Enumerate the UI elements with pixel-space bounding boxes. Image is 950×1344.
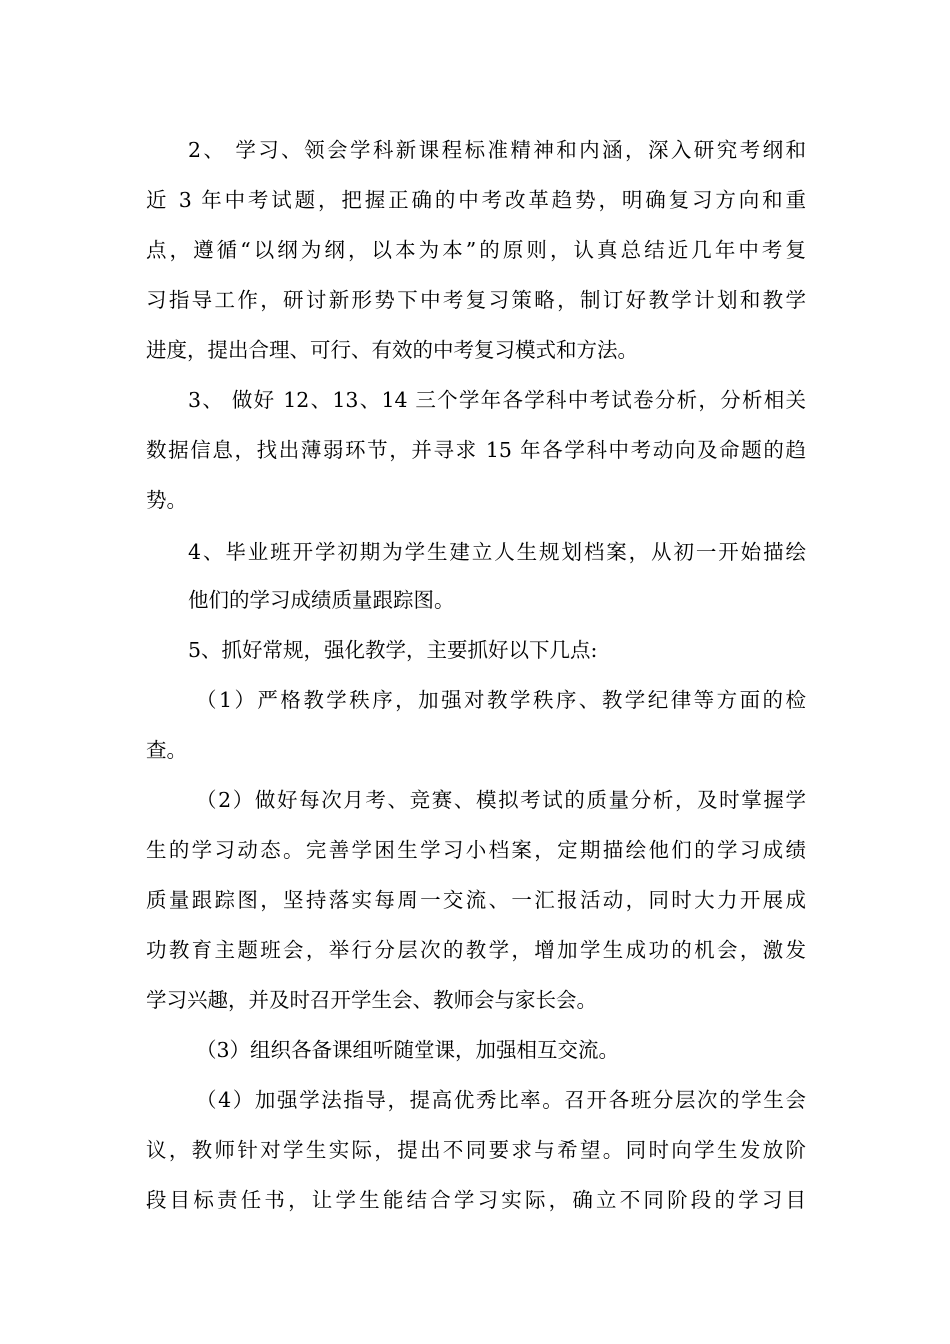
item-2-line-5: 学习兴趣，并及时召开学生会、教师会与家长会。 <box>146 988 597 1012</box>
item-4-line-1: （4）加强学法指导，提高优秀比率。召开各班分层次的学生会 <box>196 1088 806 1112</box>
paragraph-3-line-1: 3、 做好 12、13、14 三个学年各学科中考试卷分析，分析相关 <box>188 388 806 412</box>
item-4-line-3: 段目标责任书，让学生能结合学习实际，确立不同阶段的学习目 <box>146 1188 806 1212</box>
item-2-line-4: 功教育主题班会，举行分层次的教学，增加学生成功的机会，激发 <box>146 938 806 962</box>
item-1-line-1: （1）严格教学秩序，加强对教学秩序、教学纪律等方面的检 <box>196 688 806 712</box>
paragraph-4-line-1: 4、毕业班开学初期为学生建立人生规划档案，从初一开始描绘 <box>188 540 806 564</box>
item-2-line-3: 质量跟踪图，坚持落实每周一交流、一汇报活动，同时大力开展成 <box>146 888 806 912</box>
paragraph-3-line-2: 数据信息，找出薄弱环节，并寻求 15 年各学科中考动向及命题的趋 <box>146 438 806 462</box>
item-3-line-1: （3）组织各备课组听随堂课，加强相互交流。 <box>196 1038 620 1062</box>
paragraph-2-line-2: 近 3 年中考试题，把握正确的中考改革趋势，明确复习方向和重 <box>146 188 806 212</box>
paragraph-3-line-3: 势。 <box>146 488 187 512</box>
paragraph-5-line-1: 5、抓好常规，强化教学，主要抓好以下几点: <box>188 638 598 662</box>
paragraph-2-line-3: 点，遵循“以纲为纲，以本为本”的原则，认真总结近几年中考复 <box>146 238 806 262</box>
paragraph-4-line-2: 他们的学习成绩质量跟踪图。 <box>188 588 455 612</box>
item-2-line-2: 生的学习动态。完善学困生学习小档案，定期描绘他们的学习成绩 <box>146 838 806 862</box>
item-4-line-2: 议，教师针对学生实际，提出不同要求与希望。同时向学生发放阶 <box>146 1138 806 1162</box>
paragraph-2-line-5: 进度，提出合理、可行、有效的中考复习模式和方法。 <box>146 338 638 362</box>
paragraph-2-line-1: 2、 学习、领会学科新课程标准精神和内涵，深入研究考纲和 <box>188 138 806 162</box>
item-2-line-1: （2）做好每次月考、竞赛、模拟考试的质量分析，及时掌握学 <box>196 788 806 812</box>
item-1-line-2: 查。 <box>146 738 187 762</box>
paragraph-2-line-4: 习指导工作，研讨新形势下中考复习策略，制订好教学计划和教学 <box>146 288 806 312</box>
